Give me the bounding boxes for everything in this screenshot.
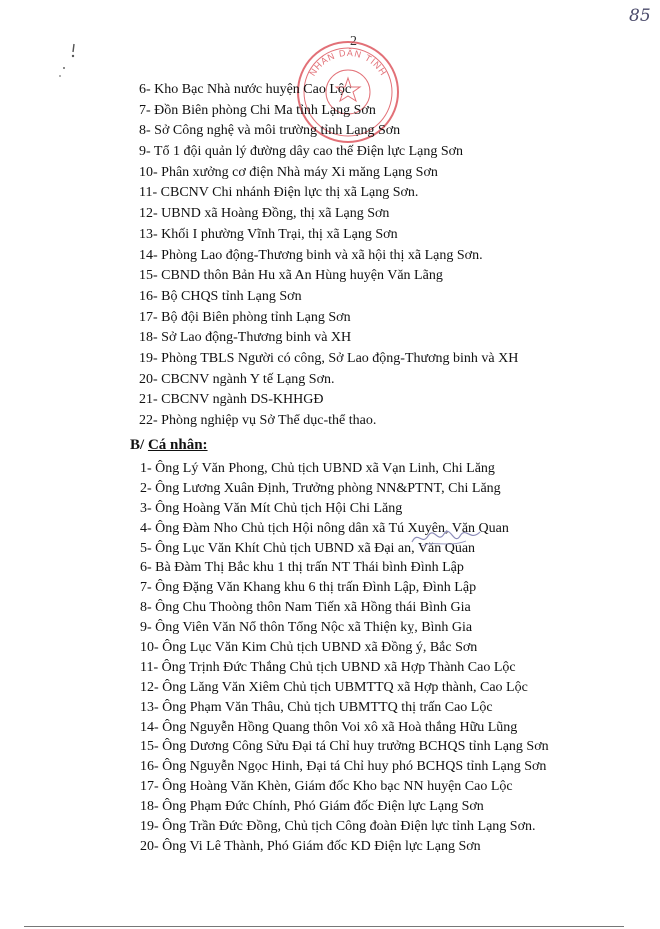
individual-list xyxy=(140,459,549,857)
organization-item: 12- UBND xã Hoàng Đồng, thị xã Lạng Sơn xyxy=(139,206,390,222)
individual-item: 15- Ông Dương Công Sửu Đại tá Chỉ huy trưởng BCHQS tỉnh Lạng Sơn xyxy=(140,739,549,755)
individual-item: 10- Ông Lục Văn Kim Chủ tịch UBND xã Đồng ý, Bắc Sơn xyxy=(140,640,478,656)
svg-text:NHÂN DÂN TỈNH: NHÂN DÂN TỈNH xyxy=(307,47,389,78)
organization-item: 14- Phòng Lao động-Thương binh và xã hội thị xã Lạng Sơn. xyxy=(139,247,483,263)
individual-item: 11- Ông Trịnh Đức Thắng Chủ tịch UBND xã Hợp Thành Cao Lộc xyxy=(140,659,516,675)
organization-item: 7- Đồn Biên phòng Chi Ma tỉnh Lạng Sơn xyxy=(139,102,376,118)
individual-item: 1- Ông Lý Văn Phong, Chủ tịch UBND xã Vạn Linh, Chi Lăng xyxy=(140,461,495,476)
handwritten-page-number: 85 xyxy=(629,6,651,26)
individuals-section-heading xyxy=(130,437,208,454)
individual-item: 12- Ông Lăng Văn Xiêm Chủ tịch UBMTTQ xã Hợp thành, Cao Lộc xyxy=(140,679,528,695)
organization-item: 6- Kho Bạc Nhà nước huyện Cao Lộc xyxy=(139,82,352,97)
individual-item: 17- Ông Hoàng Văn Khèn, Giám đốc Kho bạc NN huyện Cao Lộc xyxy=(140,779,513,795)
individual-item: 16- Ông Nguyễn Ngọc Hinh, Đại tá Chỉ huy phó BCHQS tỉnh Lạng Sơn xyxy=(140,759,547,775)
individual-item: 18- Ông Phạm Đức Chính, Phó Giám đốc Điện lực Lạng Sơn xyxy=(140,799,484,815)
individual-item: 19- Ông Trần Đức Đồng, Chủ tịch Công đoàn Điện lực tỉnh Lạng Sơn. xyxy=(140,819,536,835)
individual-item: 5- Ông Lục Văn Khít Chủ tịch UBND xã Đại an, Văn Quan xyxy=(140,540,476,556)
organization-item: 11- CBCNV Chi nhánh Điện lực thị xã Lạng Sơn. xyxy=(139,185,419,201)
page-number: 2 xyxy=(350,34,357,49)
organization-list xyxy=(139,80,518,432)
organization-item: 10- Phân xưởng cơ điện Nhà máy Xi măng Lạng Sơn xyxy=(139,164,438,180)
individual-item: 20- Ông Vi Lê Thành, Phó Giám đốc KD Điện lực Lạng Sơn xyxy=(140,838,481,854)
handwritten-signature-scribble xyxy=(408,526,484,550)
organization-item: 22- Phòng nghiệp vụ Sở Thể dục-thể thao. xyxy=(139,413,377,428)
individual-item: 6- Bà Đàm Thị Bắc khu 1 thị trấn NT Thái bình Đình Lập xyxy=(140,560,464,576)
individual-item: 13- Ông Phạm Văn Thâu, Chủ tịch UBMTTQ thị trấn Cao Lộc xyxy=(140,699,493,715)
organization-item: 18- Sở Lao động-Thương binh và XH xyxy=(139,330,352,346)
individual-item: 3- Ông Hoàng Văn Mít Chủ tịch Hội Chi Lăng xyxy=(140,500,403,516)
individual-item: 4- Ông Đàm Nho Chủ tịch Hội nông dân xã Tú Xuyên, Văn Quan xyxy=(140,520,509,536)
organization-item: 20- CBCNV ngành Y tế Lạng Sơn. xyxy=(139,371,335,387)
organization-item: 8- Sở Công nghệ và môi trường tỉnh Lạng Sơn xyxy=(139,123,401,139)
individual-item: 2- Ông Lương Xuân Định, Trưởng phòng NN&PTNT, Chi Lăng xyxy=(140,480,501,496)
individual-item: 9- Ông Viên Văn Nổ thôn Tổng Nộc xã Thiện kỵ, Bình Gia xyxy=(140,620,473,636)
individual-item: 8- Ông Chu Thoòng thôn Nam Tiến xã Hồng thái Bình Gia xyxy=(140,600,471,616)
section-title: Cá nhân: xyxy=(147,437,208,453)
organization-item: 15- CBND thôn Bản Hu xã An Hùng huyện Văn Lãng xyxy=(139,268,443,284)
organization-item: 17- Bộ đội Biên phòng tỉnh Lạng Sơn xyxy=(139,309,351,325)
individual-item: 14- Ông Nguyễn Hồng Quang thôn Voi xô xã Hoà thắng Hữu Lũng xyxy=(140,719,518,735)
organization-item: 9- Tổ 1 đội quản lý đường dây cao thế Điện lực Lạng Sơn xyxy=(139,144,464,160)
individual-item: 7- Ông Đặng Văn Khang khu 6 thị trấn Đình Lập, Đình Lập xyxy=(140,580,477,596)
organization-item: 16- Bộ CHQS tỉnh Lạng Sơn xyxy=(139,288,302,304)
organization-item: 19- Phòng TBLS Người có công, Sở Lao động-Thương binh và XH xyxy=(139,350,519,366)
scan-speck-marks xyxy=(52,38,92,98)
organization-item: 21- CBCNV ngành DS-KHHGĐ xyxy=(139,392,324,408)
section-prefix: B/ xyxy=(130,437,145,453)
organization-item: 13- Khối I phường Vĩnh Trại, thị xã Lạng Sơn xyxy=(139,226,398,242)
bottom-divider xyxy=(24,926,624,927)
